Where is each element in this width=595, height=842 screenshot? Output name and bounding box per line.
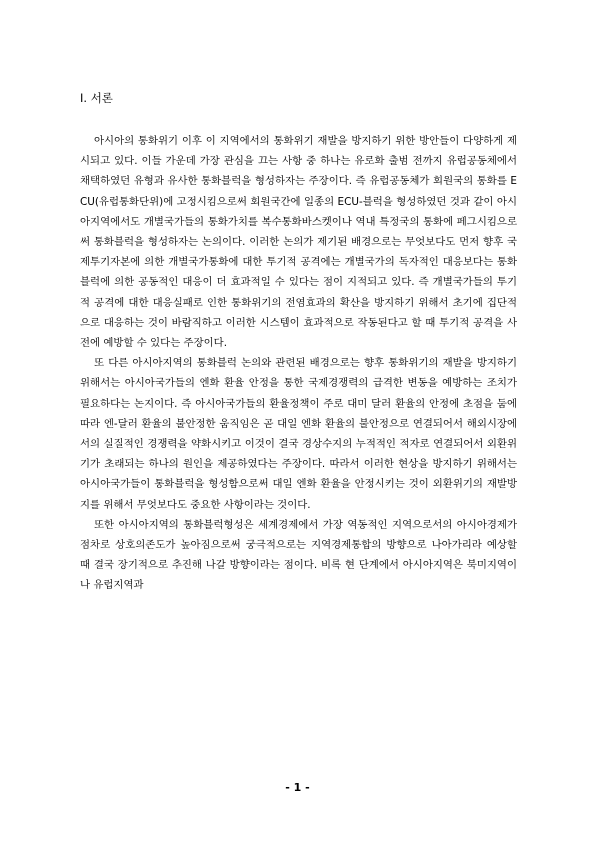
paragraph-1: 아시아의 통화위기 이후 이 지역에서의 통화위기 재발을 방지하기 위한 방안들이 다양하게 제시되고 있다. 이들 가운데 가장 관심을 끄는 사항 중 하나는 유로화 출범 전까지 유럽공동체에서 채택하였던 유형과 유사한 통화블럭을 형성하자는 주장이다. 즉 유럽공동체가 회원국의 통화를 ECU(유럽통화단위)에 고정시킴으로써 회원국간에 일종의 ECU-블럭을 형성하였던 것과 같이 아시아지역에서도 개별국가들의 통화가치를 복수통화바스켓이나 역내 특정국의 통화에 페그시킴으로써 통화블럭을 형성하자는 논의이다. 이러한 논의가 제기된 배경으로는 무엇보다도 먼저 향후 국제투기자본에 의한 개별국가통화에 대한 투기적 공격에는 개별국가의 독자적인 대응보다는 통화블럭에 의한 공동적인 대응이 더 효과적일 수 있다는 점이 지적되고 있다. 즉 개별국가들의 투기적 공격에 대한 대응실패로 인한 통화위기의 전염효과의 확산을 방지하기 위해서 초기에 집단적으로 대응하는 것이 바람직하고 이러한 시스템이 효과적으로 작동된다고 할 때 투기적 공격을 사전에 예방할 수 있다는 주장이다.	[80, 135, 517, 350]
section-heading: Ⅰ. 서론	[80, 91, 113, 105]
page-number: - 1 -	[285, 781, 310, 794]
paragraph-2: 또 다른 아시아지역의 통화블럭 논의와 관련된 배경으로는 향후 통화위기의 재발을 방지하기 위해서는 아시아국가들의 엔화 환율 안정을 통한 국제경쟁력의 급격한 변동을 예방하는 조치가 필요하다는 논지이다. 즉 아시아국가들의 환율정책이 주로 대미 달러 환율의 안정에 초점을 둠에 따라 엔-달러 환율의 불안정한 움직임은 곧 대일 엔화 환율의 불안정으로 연결되어서 해외시장에서의 실질적인 경쟁력을 약화시키고 이것이 결국 경상수지의 누적적인 적자로 연결되어서 외환위기가 초래되는 하나의 원인을 제공하였다는 주장이다. 따라서 이러한 현상을 방지하기 위해서는 아시아국가들이 통화블럭을 형성함으로써 대일 엔화 환율을 안정시키는 것이 외환위기의 재발방지를 위해서 무엇보다도 중요한 사항이라는 것이다.	[80, 357, 517, 511]
paragraph-3: 또한 아시아지역의 통화블럭형성은 세계경제에서 가장 역동적인 지역으로서의 아시아경제가 점차로 상호의존도가 높아짐으로써 궁극적으로는 지역경제통합의 방향으로 나아가리라 예상할 때 결국 장기적으로 추진해 나갈 방향이라는 점이다. 비록 현 단계에서 아시아지역은 북미지역이나 유럽지역과	[80, 518, 517, 592]
body-text	[80, 131, 517, 596]
